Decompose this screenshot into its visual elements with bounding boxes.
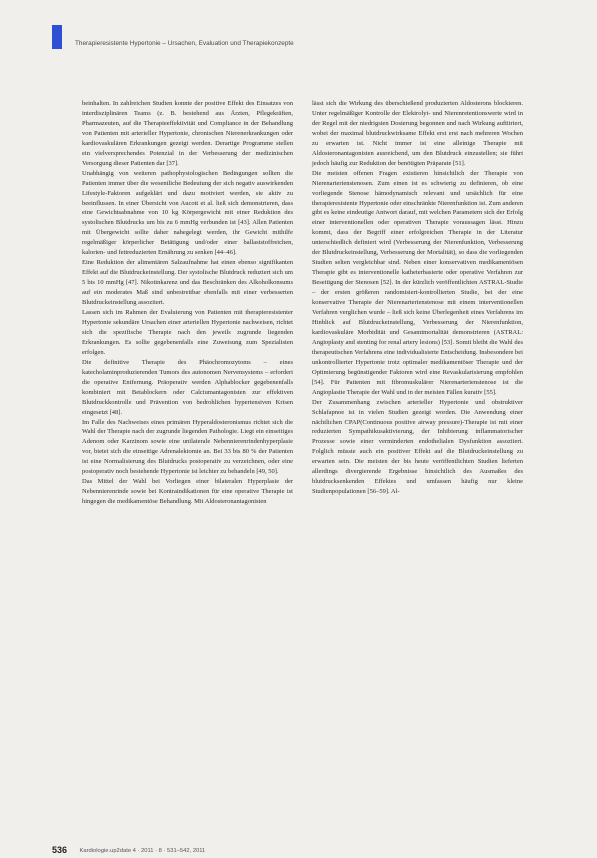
paragraph: lässt sich die Wirkung des überschießend produzierten Aldosterons blockieren. Unter regelmäßiger Kontrolle der Elektrolyt- und Nierenretentionswerte wird in der Regel mit der niedrigsten Dosierung begonnen und nach Wirkung auftitriert, wobei der maximal blutdruckwirksame Effekt erst erst nach mehreren Wochen zu erwarten ist. Nicht immer ist eine alleinige Therapie mit Aldosteronantagonisten ausreichend, um den Blutdruck einzustellen; sie führt jedoch häufig zur Reduktion der benötigten Präparate [51]. — [312, 100, 523, 167]
paragraph: Die definitive Therapie des Phäochromozytoms – eines katecholaminproduzierenden Tumors des autonomen Nervensystems – erfordert die operative Entfernung. Präoperativ werden Alphablocker gegebenenfalls kombiniert mit Betablockern oder Calciumantagonisten zur effektiven Blutdruckkontrolle und Prävention von bedrohlichen hypertensiven Krisen eingesetzt [48]. — [82, 358, 293, 416]
running-header: Therapieresistente Hypertonie – Ursachen, Evaluation und Therapiekonzepte — [75, 40, 294, 47]
paragraph: Lassen sich im Rahmen der Evaluierung von Patienten mit therapieresistenter Hypertonie sekundäre Ursachen einer arteriellen Hypertonie nachweisen, richtet sich die spezifische Therapie nach den jeweils zugrunde liegenden Erkrankungen. Es sollte gegebenenfalls eine Zuweisung zum Spezialisten erfolgen. — [82, 309, 293, 356]
paragraph: Eine Reduktion der alimentären Salzaufnahme hat einen ebenso signifikanten Effekt auf die Blutdruckeinstellung. Der systolische Blutdruck reduziert sich um 5 bis 10 mmHg [47]. Nikotinkarenz und das Beschränken des Alkoholkonsums auf ein moderates Maß sind unbestreitbar ebenfalls mit einer verbesserten Blutdruckeinstellung assoziiert. — [82, 259, 293, 307]
paragraph: Das Mittel der Wahl bei Vorliegen einer bilateralen Hyperplasie der Nebennierenrinde sowie bei Kontraindikationen für eine operative Therapie ist hingegen die medikamentöse Behandlung. Mit Aldosteronantagonisten — [82, 478, 293, 506]
paragraph: Die meisten offenen Fragen existieren hinsichtlich der Therapie von Nierenarterienstenosen. Zum einen ist es schwierig zu definieren, ob eine vorliegende Stenose hämodynamisch relevant und ursächlich für eine therapieresistente Hypertonie oder einschränkte Nierenfunktion ist. Zum anderen gibt es keine eindeutige Antwort darauf, mit welchen Parametern sich der Erfolg einer interventionellen oder operativen Therapie voraussagen lässt. Hinzu kommt, dass der Begriff einer erfolgreichen Therapie in der Literatur unterschiedlich definiert wird (Verbesserung der Nierenfunktion, Verbesserung der Blutdruckeinstellung, Verbesserung der Mortalität), so dass die vorliegenden Studien selten vergleichbar sind. Neben einer konservativen medikamentösen Therapie gibt es interventionelle katheterbasierte oder operative Verfahren zur Beseitigung der Stenosen [52]. In der kürzlich veröffentlichten ASTRAL-Studie – der ersten größeren randomisiert-kontrollierten Studie, bei der eine konservative Therapie der Nierenarterienstenose mit einem interventionellen Verfahren verglichen wurde – ließ sich keine Überlegenheit eines Verfahrens im Hinblick auf Blutdruckeinstellung, Verbesserung der Nierenfunktion, kardiovaskuläre Morbidität und Gesamtmortalität demonstrieren (ASTRAL: Angioplasty and stenting for renal artery lesions) [53]. Somit bleibt die Wahl des therapeutischen Verfahrens eine individualisierte Entscheidung. Insbesondere bei unkontrollierter Hypertonie trotz optimaler medikamentöser Therapie und der Optimierung begünstigender Faktoren wird eine Revaskularisierung empfohlen [54]. Für Patienten mit fibromuskulärer Nierenarterienstenose ist die Angioplastie Therapie der Wahl und in der meisten Fällen kurativ [55]. — [312, 169, 523, 396]
paragraph: Der Zusammenhang zwischen arterieller Hypertonie und obstruktiver Schlafapnoe ist in vielen Studien gezeigt worden. Die Anwendung einer nächtlichen CPAP(Continuous positive airway pressure)-Therapie ist mit einer reduzierten Sympathikusaktivierung, der Inhibierung inflammatorischer Prozesse sowie einer verminderten endothelialen Dysfunktion assoziiert. Folglich müsste auch ein positiver Effekt auf die Blutdruckeinstellung zu erwarten sein. Die meisten der bis heute veröffentlichten Studien lieferten allerdings divergierende Ergebnisse hinsichtlich des Ausmaßes des blutdrucksenkenden Effektes und umfassen häufig nur kleine Studienpopulationen [56–59]. Al- — [312, 398, 523, 496]
section-accent-bar — [52, 25, 62, 49]
journal-citation: Kardiologie.up2date 4 · 2011 · 8 · 531–542, 2011 — [79, 848, 206, 854]
paragraph: Unabhängig von weiteren pathophysiologischen Bedingungen sollten die Patienten immer über die wesentliche Bedeutung der sich negativ auswirkenden Lifestyle-Faktoren aufgeklärt und dazu motiviert werden, sie aktiv zu beeinflussen. In einer Übersicht von Aucott et al. ließ sich demonstrieren, dass eine Gewichtsabnahme von 10 kg Körpergewicht mit einer Reduktion des systolischen Blutdrucks um bis zu 6 mmHg verbunden ist [43]. Allen Patienten mit Übergewicht sollte daher nahegelegt werden, ihr Gewicht mithilfe regelmäßiger körperlicher Betätigung und/oder einer ballaststoffreichen, kalorien- und fettreduzierten Ernährung zu senken [44–46]. — [82, 169, 293, 257]
paragraph: Im Falle des Nachweises eines primären Hyperaldosteronismus richtet sich die Wahl der Therapie nach der zugrunde liegenden Pathologie. Liegt ein einseitiges Adenom oder Karzinom sowie eine unilaterale Nebennierenrindenhyperplasie vor, bietet sich die einseitige Adrenalektomie an. Bei 33 bis 80 % der Patienten ist eine Normalisierung des Blutdrucks postoperativ zu verzeichnen, oder eine postoperativ noch bestehende Hypertonie ist leichter zu behandeln [49, 50]. — [82, 418, 293, 476]
page-footer — [52, 840, 572, 858]
text-column-right — [312, 99, 523, 497]
paragraph: beinhalten. In zahlreichen Studien konnte der positive Effekt des Einsatzes von interdisziplinären Teams (z. B. bestehend aus Ärzten, Pflegekräften, Pharmazeuten, auf die Therapieeffektivität und Compliance in der Behandlung von Patienten mit arterieller Hypertonie, chronischen Nierenerkrankungen oder kardiovaskulären Erkrankungen gezeigt werden. Derartige Programme stellen ein vielversprechendes Potenzial in der Verbesserung der medizinischen Versorgung dieser Patienten dar [37]. — [82, 100, 293, 167]
text-column-left — [82, 99, 293, 507]
page-number: 536 — [52, 845, 68, 855]
